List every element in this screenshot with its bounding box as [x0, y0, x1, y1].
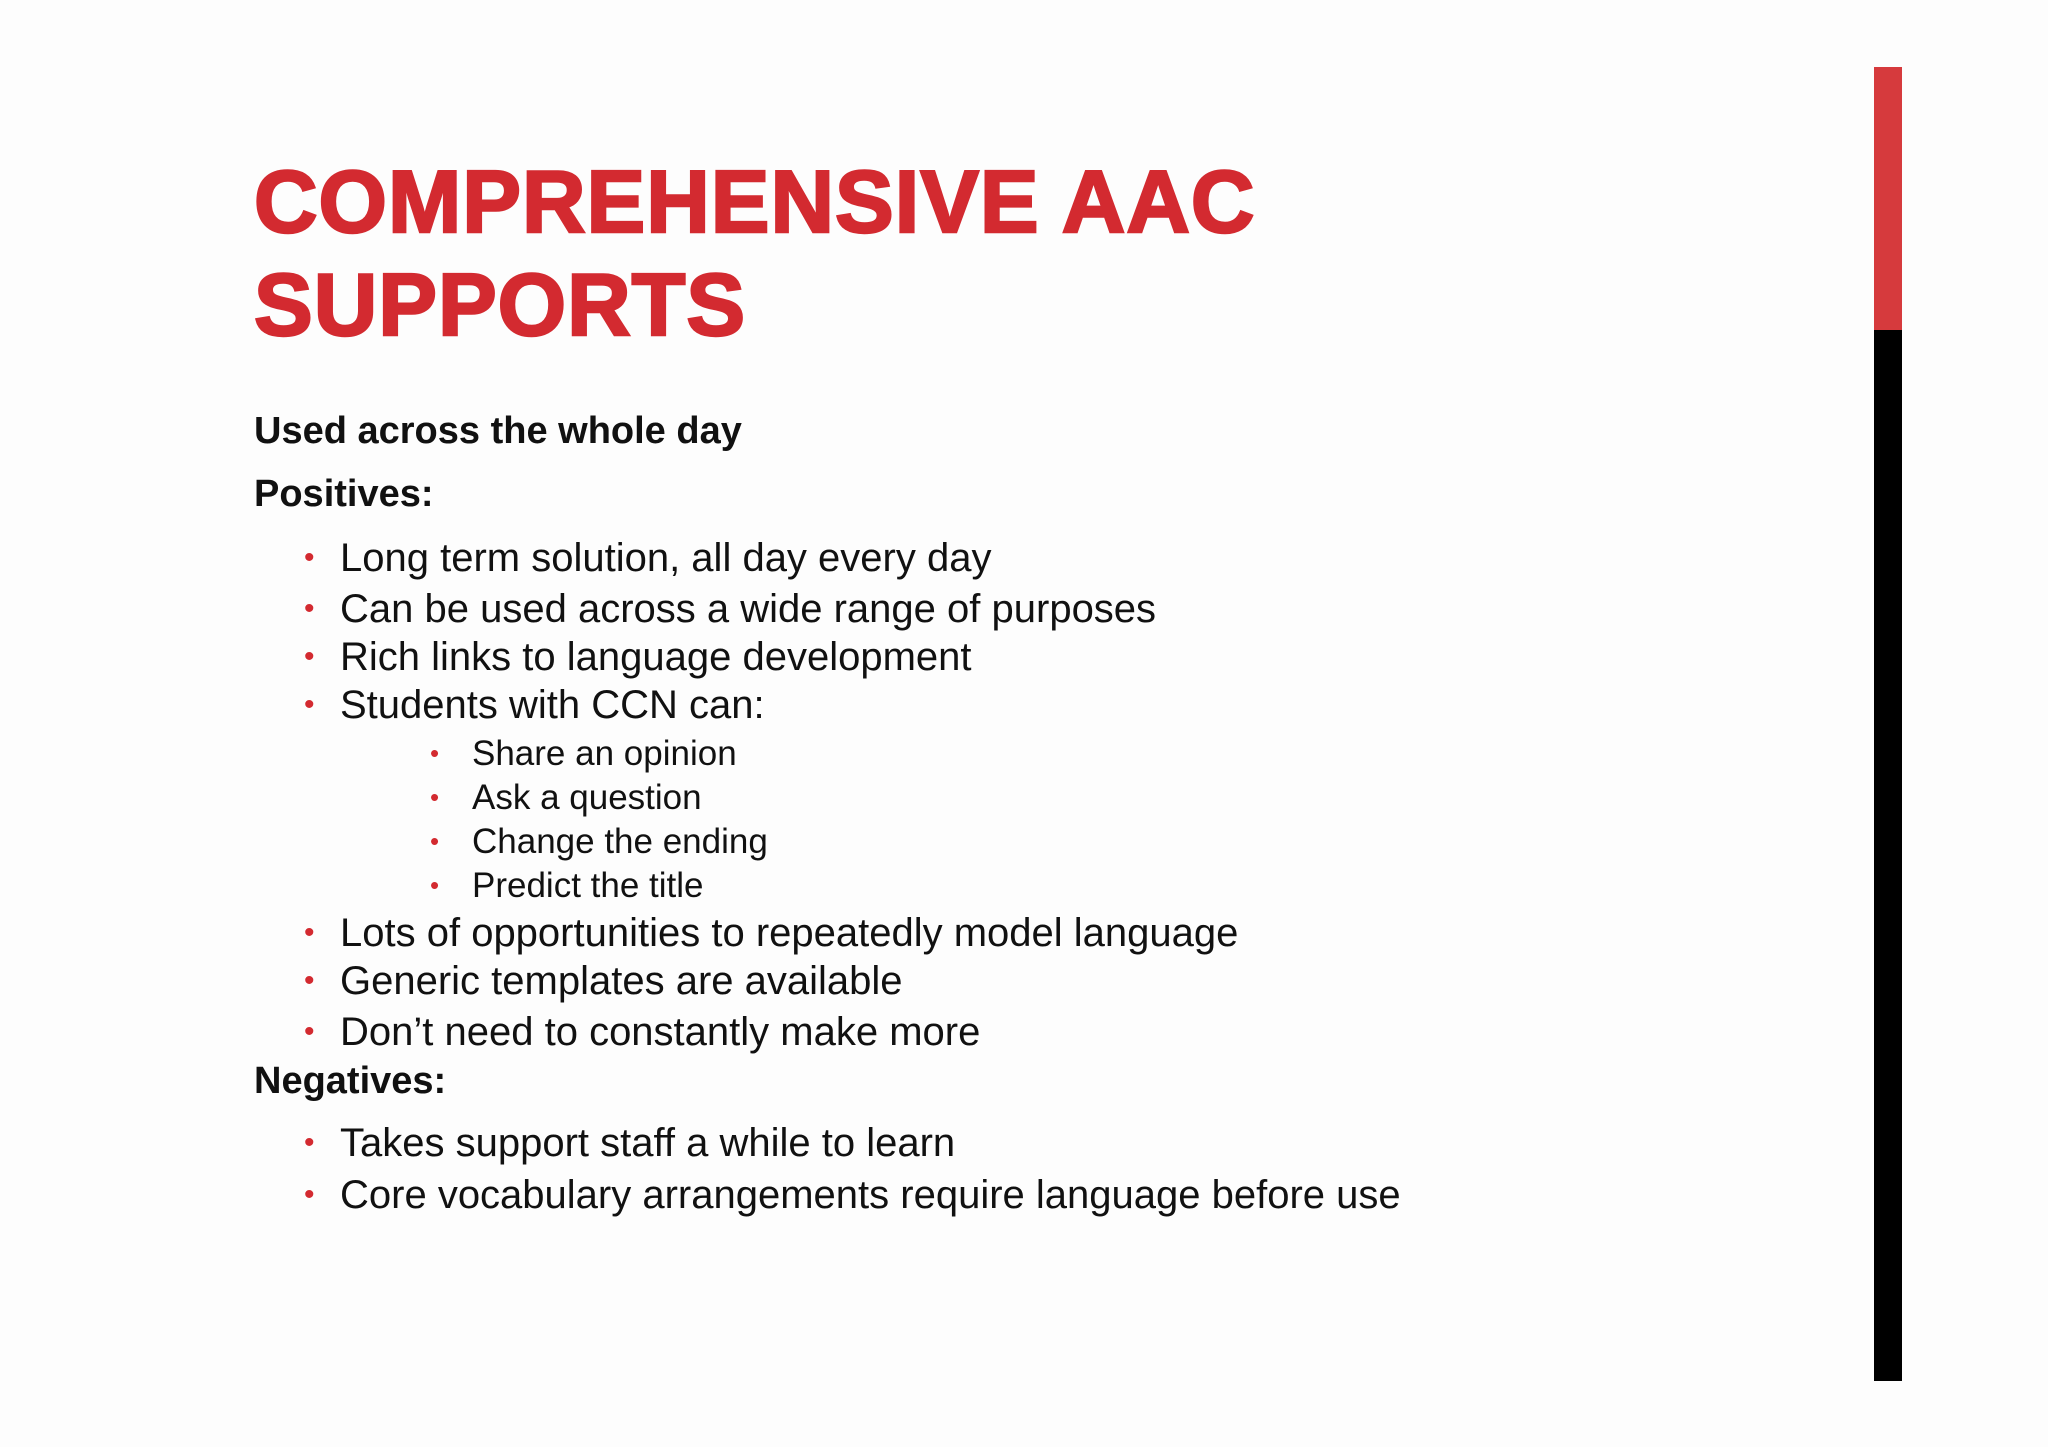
positive-item	[304, 1009, 980, 1055]
ccn-ability-item	[430, 821, 768, 862]
bullet-dot-icon: •	[304, 640, 315, 673]
positive-item-text: Lots of opportunities to repeatedly model language	[340, 911, 1239, 955]
ccn-ability-text: Predict the title	[472, 866, 704, 905]
bullet-dot-icon: •	[304, 964, 315, 997]
ccn-ability-item	[430, 865, 704, 906]
positive-item	[304, 910, 1238, 956]
ccn-ability-text: Ask a question	[472, 778, 702, 817]
intro-line: Used across the whole day	[254, 410, 742, 452]
positive-item-text: Students with CCN can:	[340, 683, 765, 727]
bullet-dot-icon: •	[304, 1178, 315, 1211]
positive-item-text: Rich links to language development	[340, 635, 972, 679]
bullet-dot-icon: •	[304, 541, 315, 574]
ccn-ability-text: Change the ending	[472, 822, 768, 861]
bullet-dot-icon: •	[430, 738, 440, 768]
positive-item	[304, 958, 903, 1004]
positive-item	[304, 586, 1156, 632]
ccn-ability-text: Share an opinion	[472, 734, 737, 773]
slide-title: COMPREHENSIVE AAC SUPPORTS	[254, 152, 1256, 354]
negative-item-text: Takes support staff a while to learn	[340, 1121, 956, 1165]
side-accent-bar-red-segment	[1874, 67, 1902, 330]
negative-item	[304, 1120, 955, 1166]
bullet-dot-icon: •	[304, 592, 315, 625]
positive-item	[304, 634, 972, 680]
positive-item-text: Generic templates are available	[340, 959, 903, 1003]
bullet-dot-icon: •	[304, 916, 315, 949]
positive-item-text: Don’t need to constantly make more	[340, 1010, 981, 1054]
positive-item-text: Long term solution, all day every day	[340, 536, 992, 580]
positive-item	[304, 682, 765, 728]
negatives-heading: Negatives:	[254, 1060, 447, 1102]
bullet-dot-icon: •	[430, 870, 440, 900]
ccn-ability-item	[430, 777, 702, 818]
side-accent-bar	[1874, 67, 1902, 1381]
bullet-dot-icon: •	[304, 1015, 315, 1048]
bullet-dot-icon: •	[430, 782, 440, 812]
positive-item-text: Can be used across a wide range of purposes	[340, 587, 1157, 631]
negative-item-text: Core vocabulary arrangements require language before use	[340, 1173, 1401, 1217]
ccn-ability-item	[430, 733, 737, 774]
negative-item	[304, 1172, 1401, 1218]
bullet-dot-icon: •	[304, 688, 315, 721]
bullet-dot-icon: •	[304, 1126, 315, 1159]
positives-heading: Positives:	[254, 473, 434, 515]
bullet-dot-icon: •	[430, 826, 440, 856]
positive-item	[304, 535, 991, 581]
